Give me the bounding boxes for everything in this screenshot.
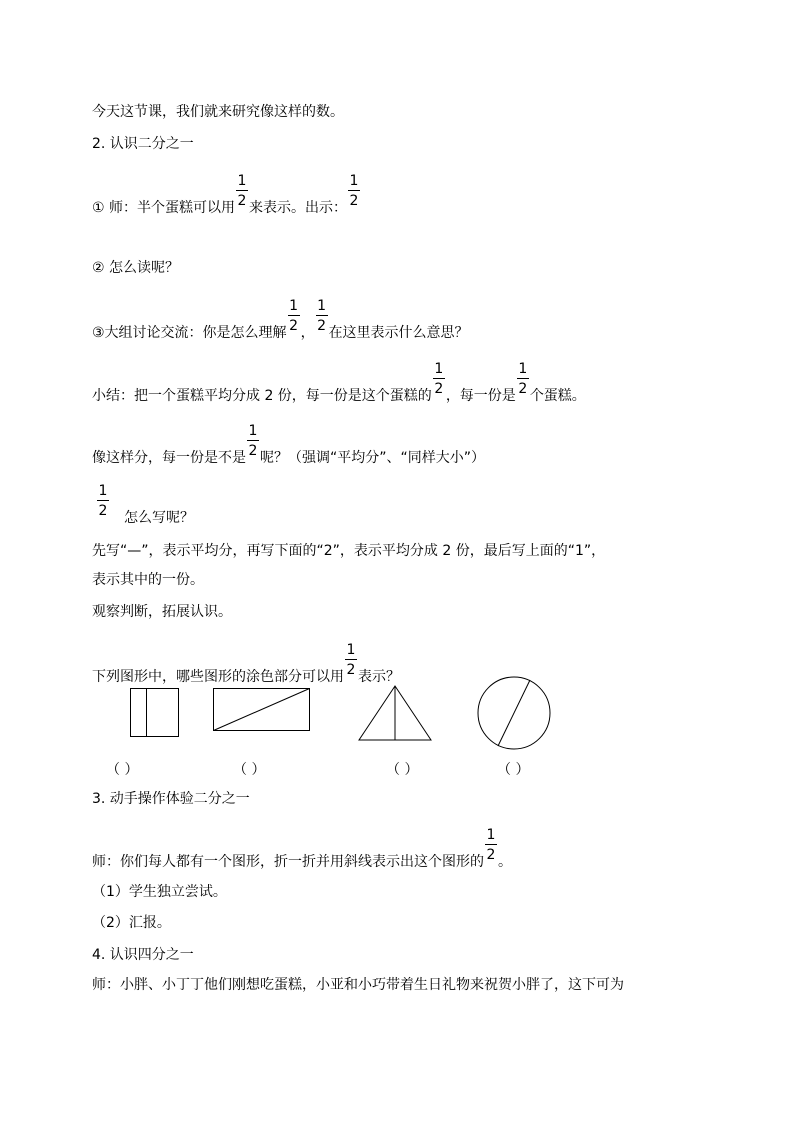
- answer-blank[interactable]: （ ）: [106, 762, 139, 778]
- fraction-denominator: 2: [346, 662, 356, 678]
- text-segment: 表示？: [358, 669, 400, 685]
- text-segment: ，: [300, 325, 315, 341]
- text-line: ② 怎么读呢？: [92, 260, 180, 276]
- text-segment: 呢？（强调“平均分”、“同样大小”）: [260, 450, 486, 466]
- text-segment: 在这里表示什么意思？: [328, 325, 469, 341]
- text-segment: 下列图形中，哪些图形的涂色部分可以用: [92, 669, 344, 685]
- fraction-numerator: 1: [317, 298, 327, 314]
- answer-blank[interactable]: （ ）: [497, 762, 530, 778]
- text-segment: 怎么写呢？: [124, 510, 194, 526]
- fraction-numerator: 1: [98, 483, 108, 499]
- fraction-bar: [485, 844, 497, 845]
- fraction-denominator: 2: [237, 193, 247, 209]
- fraction-numerator: 1: [518, 361, 528, 377]
- text-segment: ，每一份是: [445, 388, 516, 404]
- text-segment: 个蛋糕。: [529, 388, 586, 404]
- fraction-numerator: 1: [248, 423, 258, 439]
- circle-divider: [498, 680, 530, 746]
- fraction-numerator: 1: [237, 173, 247, 189]
- square-shape: [131, 689, 179, 737]
- section-heading: 3. 动手操作体验二分之一: [92, 791, 250, 807]
- text-line: 表示其中的一份。: [92, 572, 204, 588]
- text-segment: 小结：把一个蛋糕平均分成 2 份，每一份是这个蛋糕的: [92, 388, 432, 404]
- fraction-numerator: 1: [346, 642, 356, 658]
- fraction-denominator: 2: [248, 443, 258, 459]
- fraction-denominator: 2: [98, 503, 108, 519]
- text-line: 观察判断，拓展认识。: [92, 604, 232, 620]
- text-segment: ③大组讨论交流：你是怎么理解: [92, 325, 287, 341]
- section-heading: 2. 认识二分之一: [92, 136, 194, 152]
- fraction-numerator: 1: [434, 361, 444, 377]
- answer-blank[interactable]: （ ）: [233, 762, 266, 778]
- fraction-denominator: 2: [518, 381, 528, 397]
- section-heading: 4. 认识四分之一: [92, 947, 194, 963]
- text-line: 师：小胖、小丁丁他们刚想吃蛋糕，小亚和小巧带着生日礼物来祝贺小胖了，这下可为: [92, 977, 624, 993]
- rectangle-diagonal: [214, 689, 310, 731]
- text-segment: 像这样分，每一份是不是: [92, 450, 246, 466]
- fraction-numerator: 1: [486, 827, 496, 843]
- fraction-denominator: 2: [434, 381, 444, 397]
- text-line: （1）学生独立尝试。: [92, 884, 227, 900]
- fraction-denominator: 2: [349, 193, 359, 209]
- text-segment: 。: [498, 854, 512, 870]
- text-line: （2）汇报。: [92, 915, 171, 931]
- fraction-denominator: 2: [317, 318, 327, 334]
- fraction-denominator: 2: [289, 318, 299, 334]
- text-segment: 师：你们每人都有一个图形，折一折并用斜线表示出这个图形的: [92, 854, 484, 870]
- fraction-numerator: 1: [289, 298, 299, 314]
- fraction-numerator: 1: [349, 173, 359, 189]
- answer-blank[interactable]: （ ）: [386, 762, 419, 778]
- text-line: 先写“—”，表示平均分，再写下面的“2”，表示平均分成 2 份，最后写上面的“1”，: [92, 543, 606, 559]
- text-line: [92, 827, 512, 871]
- fraction-denominator: 2: [486, 847, 496, 863]
- text-segment: ① 师：半个蛋糕可以用: [92, 200, 236, 216]
- text-segment: 来表示。出示：: [249, 200, 348, 216]
- text-line: 今天这节课，我们就来研究像这样的数。: [92, 104, 344, 120]
- fraction-half: [484, 827, 498, 866]
